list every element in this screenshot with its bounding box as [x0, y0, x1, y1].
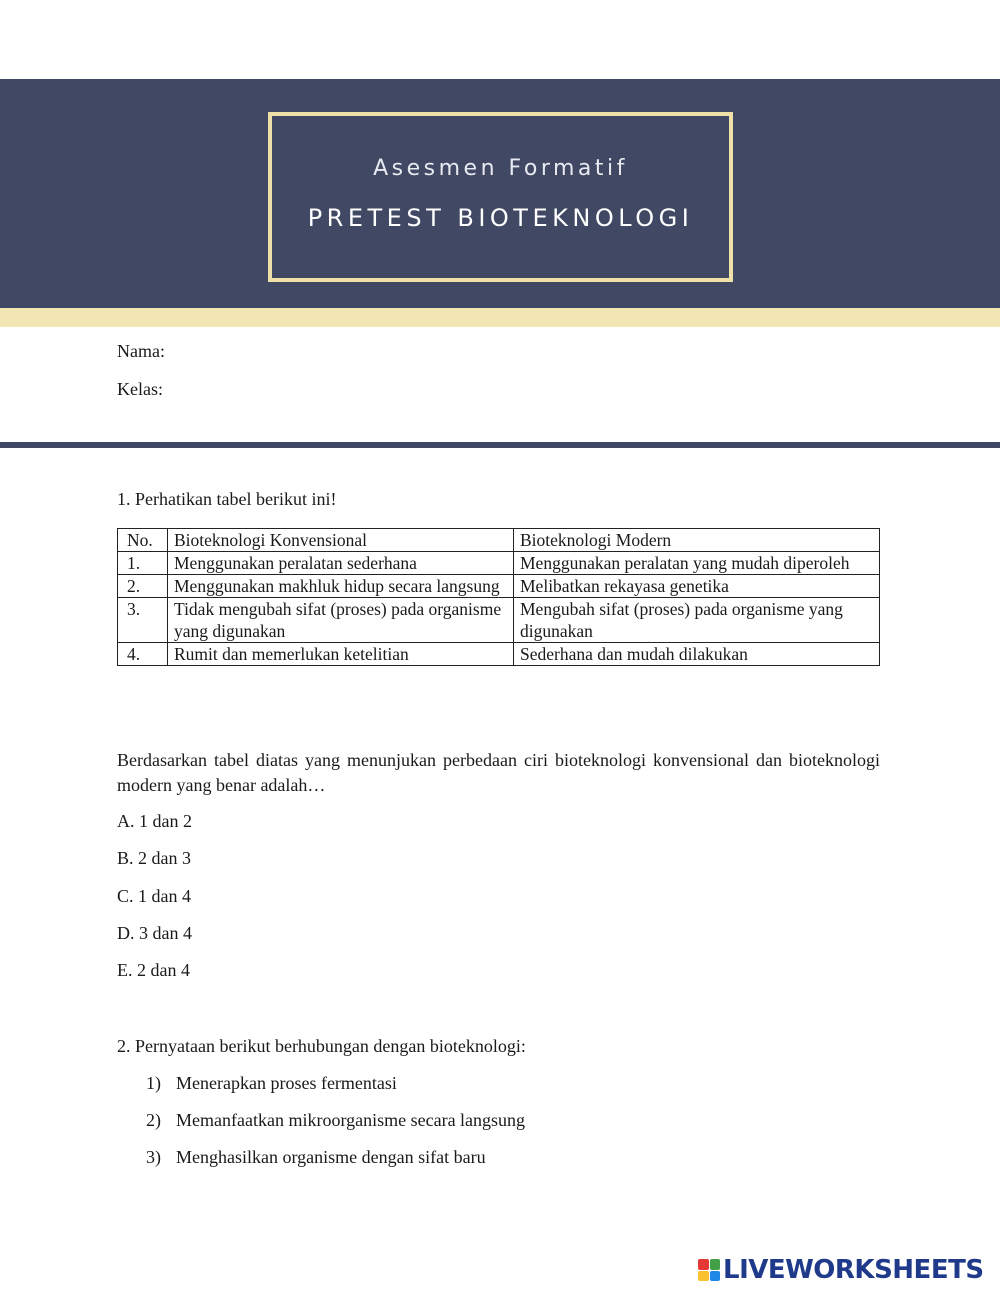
option-c: C. 1 dan 4 [117, 886, 191, 906]
option-d: D. 3 dan 4 [117, 923, 192, 943]
statement-text: Menerapkan proses fermentasi [176, 1073, 397, 1093]
table-cell: Sederhana dan mudah dilakukan [514, 643, 880, 666]
table-header-cell: No. [118, 529, 168, 552]
option-e: E. 2 dan 4 [117, 960, 190, 980]
logo-square [698, 1271, 709, 1282]
table-cell: Tidak mengubah sifat (proses) pada organisme yang digunakan [168, 598, 514, 643]
statement-item [146, 1147, 486, 1168]
table-cell: Mengubah sifat (proses) pada organisme yang digunakan [514, 598, 880, 643]
logo-square [710, 1259, 721, 1270]
table-cell: 2. [118, 575, 168, 598]
comparison-table [117, 528, 880, 666]
statement-item [146, 1073, 397, 1094]
logo-square [698, 1259, 709, 1270]
header-accent-stripe [0, 308, 1000, 327]
table-row [118, 598, 880, 643]
liveworksheets-logo [698, 1255, 984, 1285]
table-row [118, 552, 880, 575]
table-cell: Melibatkan rekayasa genetika [514, 575, 880, 598]
table-cell: 4. [118, 643, 168, 666]
table-cell: Menggunakan peralatan yang mudah diperoleh [514, 552, 880, 575]
statement-item [146, 1110, 525, 1131]
liveworksheets-logo-icon [698, 1259, 720, 1281]
statement-number: 3) [146, 1147, 161, 1167]
option-a: A. 1 dan 2 [117, 811, 192, 831]
table-row [118, 575, 880, 598]
header-subtitle: Asesmen Formatif [373, 156, 628, 181]
statement-number: 1) [146, 1073, 161, 1093]
name-label: Nama: [117, 341, 165, 361]
table-header-cell: Bioteknologi Konvensional [168, 529, 514, 552]
table-cell: Rumit dan memerlukan ketelitian [168, 643, 514, 666]
statement-text: Memanfaatkan mikroorganisme secara langsung [176, 1110, 526, 1130]
title-box [268, 112, 733, 282]
table-header-row [118, 529, 880, 552]
question-1-text: Berdasarkan tabel diatas yang menunjukan perbedaan ciri bioteknologi konvensional dan bioteknologi modern yang benar adalah… [117, 750, 880, 795]
question-1-prompt: 1. Perhatikan tabel berikut ini! [117, 489, 337, 509]
table-row [118, 643, 880, 666]
logo-text: LIVEWORKSHEETS [723, 1255, 984, 1285]
table-cell: 1. [118, 552, 168, 575]
page-title: PRETEST BIOTEKNOLOGI [307, 204, 694, 232]
class-label: Kelas: [117, 379, 163, 399]
table-header-cell: Bioteknologi Modern [514, 529, 880, 552]
statement-text: Menghasilkan organisme dengan sifat baru [176, 1147, 486, 1167]
statement-number: 2) [146, 1110, 161, 1130]
question-2-prompt: 2. Pernyataan berikut berhubungan dengan bioteknologi: [117, 1036, 526, 1056]
table-cell: Menggunakan peralatan sederhana [168, 552, 514, 575]
table-cell: 3. [118, 598, 168, 643]
table-cell: Menggunakan makhluk hidup secara langsung [168, 575, 514, 598]
option-b: B. 2 dan 3 [117, 848, 191, 868]
logo-square [710, 1271, 721, 1282]
section-divider [0, 442, 1000, 448]
